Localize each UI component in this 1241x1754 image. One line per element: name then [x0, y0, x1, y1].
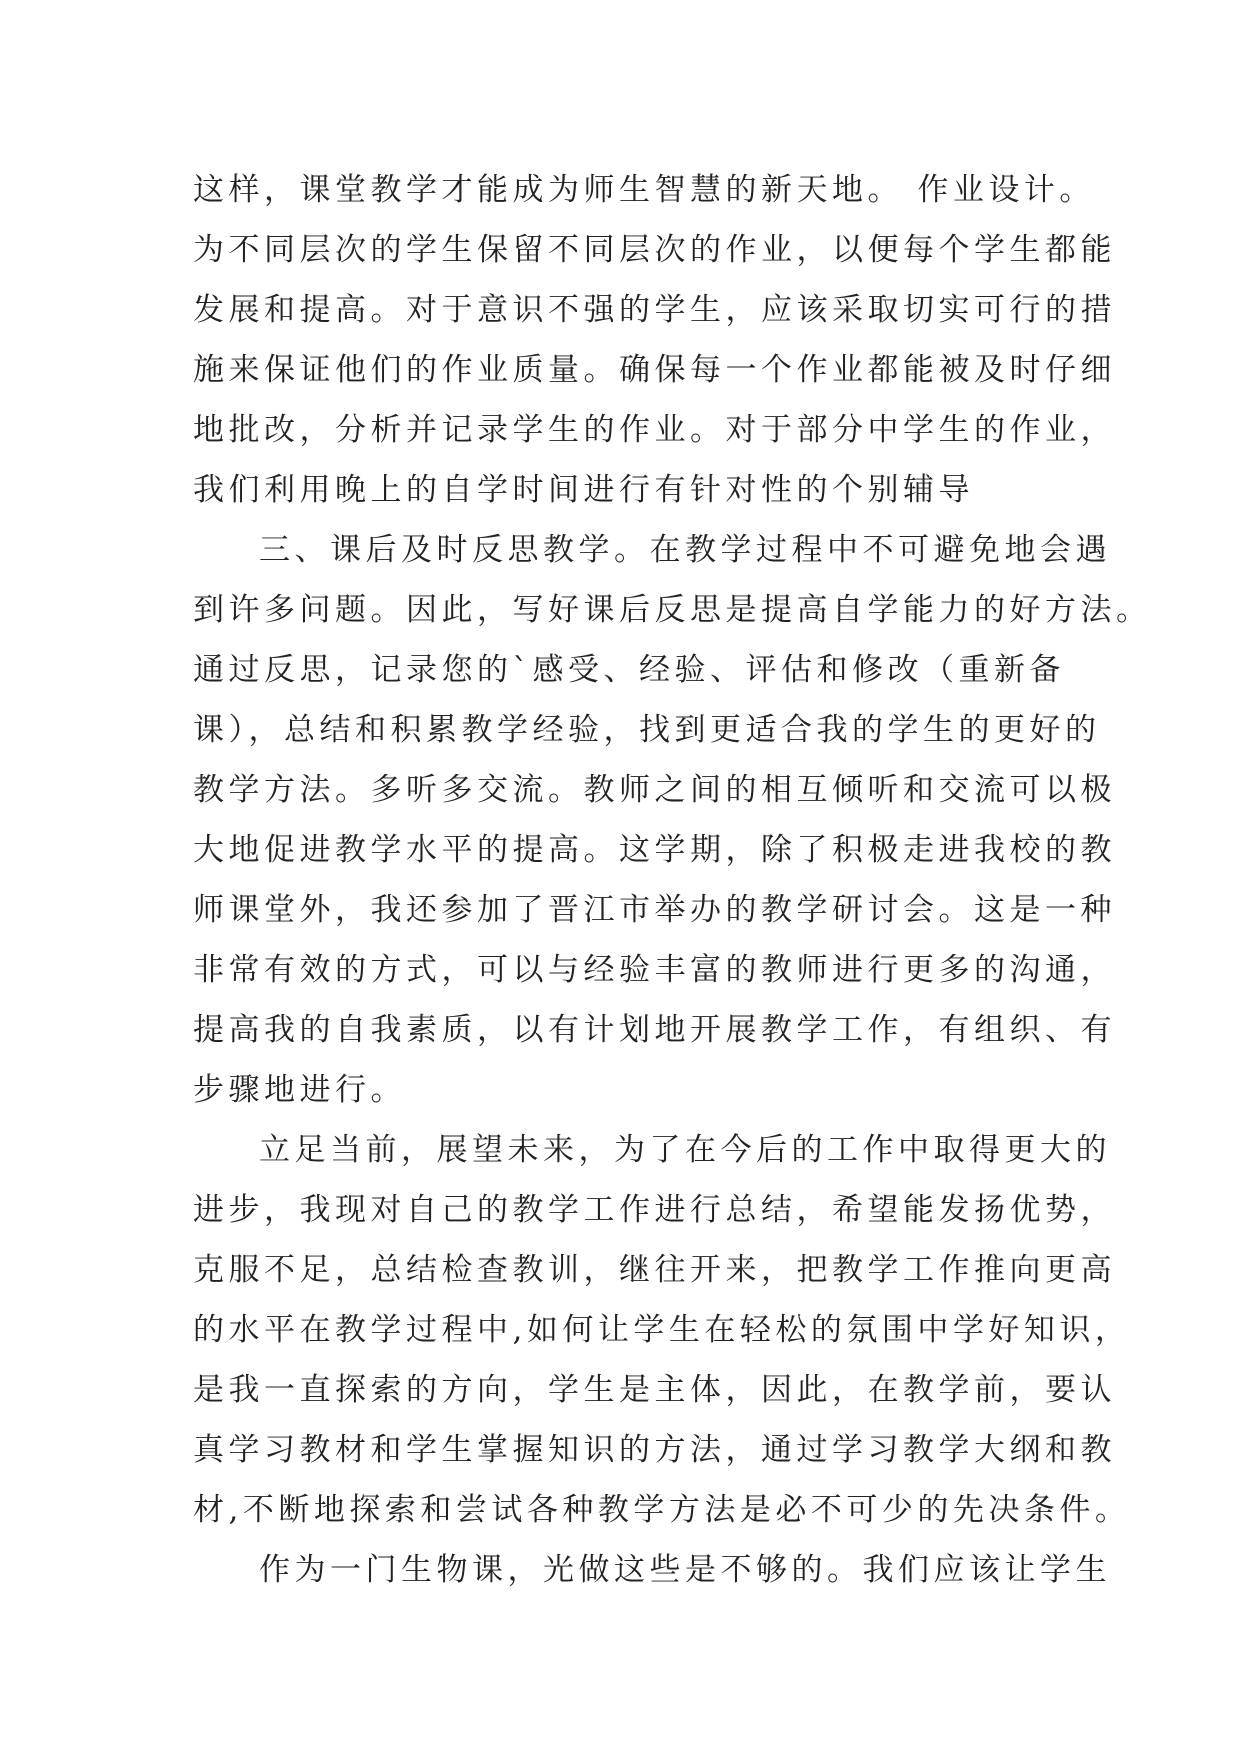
text-line: 这样，课堂教学才能成为师生智慧的新天地。 作业设计。	[193, 172, 1095, 208]
text-line: 发展和提高。对于意识不强的学生，应该采取切实可行的措	[193, 292, 1116, 328]
text-line: 为不同层次的学生保留不同层次的作业，以便每个学生都能	[193, 232, 1116, 268]
text-line: 大地促进教学水平的提高。这学期，除了积极走进我校的教	[193, 832, 1116, 868]
paragraph-start-line: 作为一门生物课，光做这些是不够的。我们应该让学生	[259, 1552, 1111, 1588]
text-line: 步骤地进行。	[193, 1072, 406, 1108]
text-line: 提高我的自我素质，以有计划地开展教学工作，有组织、有	[193, 1012, 1116, 1048]
text-line: 课），总结和积累教学经验，找到更适合我的学生的更好的	[193, 712, 1101, 748]
paragraph-start-line: 三、课后及时反思教学。在教学过程中不可避免地会遇	[259, 532, 1111, 568]
paragraph-start-line: 立足当前，展望未来，为了在今后的工作中取得更大的	[259, 1132, 1111, 1168]
text-line: 到许多问题。因此，写好课后反思是提高自学能力的好方法。	[193, 592, 1152, 628]
text-line: 非常有效的方式，可以与经验丰富的教师进行更多的沟通，	[193, 952, 1116, 988]
text-line: 的水平在教学过程中,如何让学生在轻松的氛围中学好知识，	[193, 1312, 1131, 1348]
text-line: 通过反思，记录您的`感受、经验、评估和修改（重新备	[193, 652, 1065, 688]
text-line: 我们利用晚上的自学时间进行有针对性的个别辅导	[193, 472, 974, 508]
text-line: 师课堂外，我还参加了晋江市举办的教学研讨会。这是一种	[193, 892, 1116, 928]
text-line: 地批改，分析并记录学生的作业。对于部分中学生的作业，	[193, 412, 1116, 448]
text-line: 材,不断地探索和尝试各种教学方法是必不可少的先决条件。	[193, 1492, 1131, 1528]
body-text	[193, 160, 1152, 1600]
text-line: 真学习教材和学生掌握知识的方法，通过学习教学大纲和教	[193, 1432, 1116, 1468]
text-line: 克服不足，总结检查教训，继往开来，把教学工作推向更高	[193, 1252, 1116, 1288]
text-line: 施来保证他们的作业质量。确保每一个作业都能被及时仔细	[193, 352, 1116, 388]
text-line: 是我一直探索的方向，学生是主体，因此，在教学前，要认	[193, 1372, 1116, 1408]
text-line: 教学方法。多听多交流。教师之间的相互倾听和交流可以极	[193, 772, 1116, 808]
text-line: 进步，我现对自己的教学工作进行总结，希望能发扬优势，	[193, 1192, 1116, 1228]
